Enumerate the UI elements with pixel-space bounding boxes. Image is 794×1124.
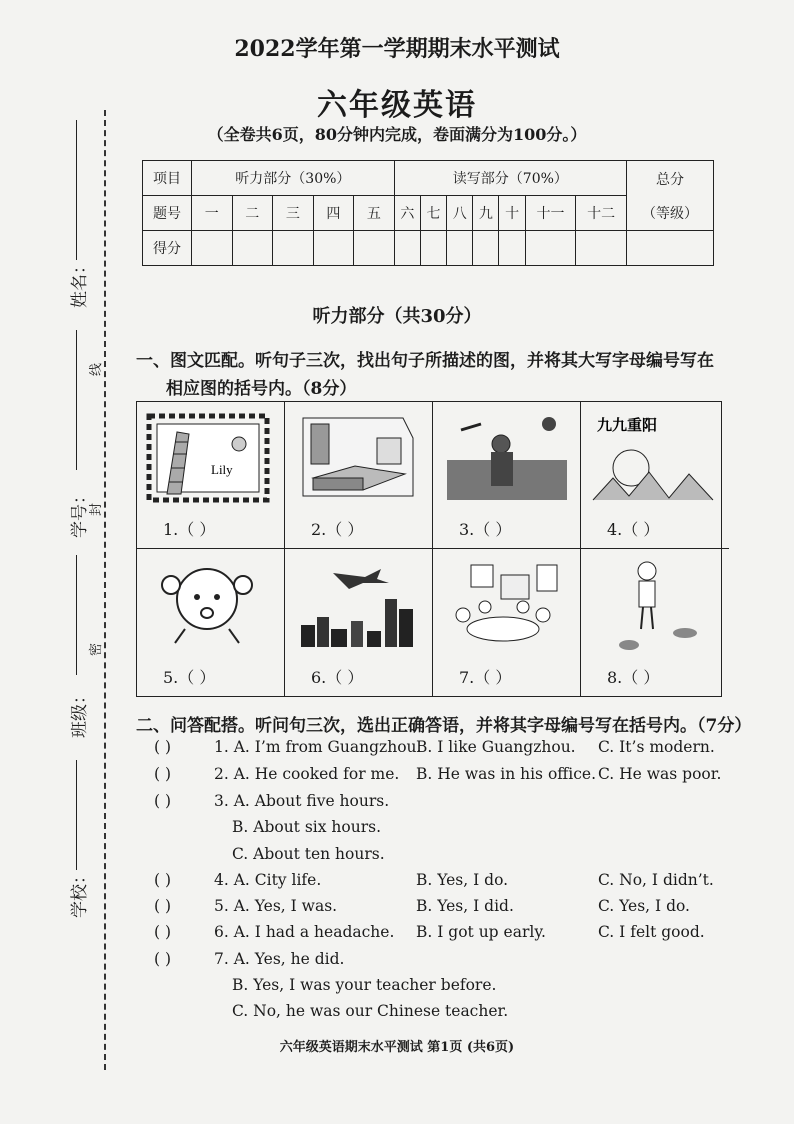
- q2-option-b: B. Yes, I did.: [416, 897, 514, 915]
- class-label: 班级：: [70, 687, 90, 738]
- picture-cell-2: [285, 402, 433, 549]
- answer-blank-8[interactable]: 8.（ ）: [607, 668, 660, 687]
- answer-blank-4[interactable]: 4.（ ）: [607, 520, 660, 539]
- picture-cell-8: [581, 549, 729, 696]
- class-line: [76, 555, 77, 675]
- q2-option-c: C. No, he was our Chinese teacher.: [232, 1002, 509, 1020]
- binding-margin: [0, 0, 112, 1124]
- festival-text: 九九重阳: [597, 416, 658, 434]
- word-seal: 封: [89, 502, 105, 517]
- score-num: 三: [273, 196, 314, 231]
- q2-option-a: 6. A. I had a headache.: [214, 923, 395, 941]
- picture-cell-1: [137, 402, 285, 549]
- total-label: 总分: [656, 171, 684, 188]
- exam-title: 2022学年第一学期期末水平测试: [234, 36, 560, 62]
- q2-paren[interactable]: ( ): [154, 738, 172, 756]
- q2-option-c: C. I felt good.: [598, 923, 705, 941]
- q2-option-a: 2. A. He cooked for me.: [214, 765, 400, 783]
- score-num: 十一: [525, 196, 576, 231]
- score-cell[interactable]: [420, 231, 446, 266]
- bedroom-picture: [293, 408, 423, 508]
- q2-paren[interactable]: ( ): [154, 950, 172, 968]
- binding-dashed-line: [104, 110, 106, 1070]
- q1-instruction: 一、图文匹配。听句子三次，找出句子所描述的图，并将其大写字母编号写在: [136, 351, 714, 371]
- word-line: 线: [89, 362, 105, 377]
- score-num: 十: [499, 196, 525, 231]
- answer-blank-7[interactable]: 7.（ ）: [459, 668, 512, 687]
- id-label: 学号：: [70, 487, 90, 538]
- id-line: [76, 330, 77, 470]
- q2-option-b: B. Yes, I do.: [416, 871, 509, 889]
- q1-instruction-cont: 相应图的括号内。（8分）: [166, 379, 357, 399]
- q2-instruction: 二、问答配搭。听问句三次，选出正确答语，并将其字母编号写在括号内。（7分）: [136, 716, 752, 736]
- word-tight: 密: [89, 642, 105, 657]
- answer-blank-1[interactable]: 1.（ ）: [163, 520, 216, 539]
- q2-option-b: B. He was in his office.: [416, 765, 597, 783]
- exam-subject: 六年级英语: [317, 88, 477, 123]
- score-cell[interactable]: [313, 231, 354, 266]
- score-num: 一: [192, 196, 233, 231]
- score-cell[interactable]: [232, 231, 273, 266]
- postcard-picture: [145, 408, 275, 508]
- q2-option-a: 5. A. Yes, I was.: [214, 897, 338, 915]
- sick-girl-picture: [145, 555, 275, 655]
- q2-option-a: 3. A. About five hours.: [214, 792, 390, 810]
- score-cell[interactable]: [576, 231, 627, 266]
- score-num: 二: [232, 196, 273, 231]
- q2-paren[interactable]: ( ): [154, 765, 172, 783]
- plane-icon: [333, 569, 389, 589]
- picture-cell-5: [137, 549, 285, 696]
- school-label: 学校：: [70, 867, 90, 918]
- score-cell[interactable]: [627, 231, 714, 266]
- city-picture: [293, 555, 423, 655]
- score-cell[interactable]: [473, 231, 499, 266]
- answer-blank-3[interactable]: 3.（ ）: [459, 520, 512, 539]
- score-header-item: 项目: [143, 161, 192, 196]
- q2-option-c: C. About ten hours.: [232, 845, 385, 863]
- picture-cell-3: [433, 402, 581, 549]
- page-footer: 六年级英语期末水平测试 第1页 (共6页): [279, 1040, 515, 1055]
- exam-note: （全卷共6页，80分钟内完成，卷面满分为100分。）: [207, 125, 587, 144]
- name-label: 姓名：: [70, 257, 90, 308]
- score-cell[interactable]: [499, 231, 525, 266]
- q2-option-a: 7. A. Yes, he did.: [214, 950, 345, 968]
- farmer-picture: [441, 408, 571, 508]
- picture-grid: [136, 401, 722, 697]
- family-dinner-picture: [441, 555, 571, 655]
- score-num: 八: [447, 196, 473, 231]
- score-num: 六: [394, 196, 420, 231]
- q2-option-c: C. He was poor.: [598, 765, 722, 783]
- answer-blank-5[interactable]: 5.（ ）: [163, 668, 216, 687]
- score-cell[interactable]: [447, 231, 473, 266]
- score-row-number-label: 题号: [143, 196, 192, 231]
- score-num: 四: [313, 196, 354, 231]
- score-header-listening: 听力部分（30%）: [192, 161, 395, 196]
- picture-cell-7: [433, 549, 581, 696]
- q2-paren[interactable]: ( ): [154, 792, 172, 810]
- postcard-name: Lily: [211, 462, 233, 477]
- festival-picture: [589, 408, 719, 508]
- score-header-total: [627, 161, 714, 231]
- picture-cell-6: [285, 549, 433, 696]
- feeding-chickens-picture: [589, 555, 719, 655]
- grade-label: （等级）: [642, 205, 698, 222]
- score-cell[interactable]: [354, 231, 395, 266]
- q2-paren[interactable]: ( ): [154, 923, 172, 941]
- school-line: [76, 760, 77, 870]
- answer-blank-2[interactable]: 2.（ ）: [311, 520, 364, 539]
- q2-paren[interactable]: ( ): [154, 871, 172, 889]
- q2-option-b: B. I like Guangzhou.: [416, 738, 576, 756]
- q2-option-c: C. No, I didn’t.: [598, 871, 714, 889]
- score-cell[interactable]: [394, 231, 420, 266]
- score-header-reading: 读写部分（70%）: [394, 161, 626, 196]
- score-cell[interactable]: [273, 231, 314, 266]
- q2-option-c: C. Yes, I do.: [598, 897, 690, 915]
- score-num: 七: [420, 196, 446, 231]
- q2-option-a: 4. A. City life.: [214, 871, 322, 889]
- q2-option-c: C. It’s modern.: [598, 738, 715, 756]
- q2-option-b: B. Yes, I was your teacher before.: [232, 976, 497, 994]
- stamp-icon: [232, 437, 246, 451]
- score-table: [142, 160, 714, 266]
- score-num: 十二: [576, 196, 627, 231]
- score-num: 九: [473, 196, 499, 231]
- score-num: 五: [354, 196, 395, 231]
- listening-section-title: 听力部分（共30分）: [312, 306, 482, 327]
- answer-blank-6[interactable]: 6.（ ）: [311, 668, 364, 687]
- q2-option-b: B. About six hours.: [232, 818, 381, 836]
- score-cell[interactable]: [525, 231, 576, 266]
- score-row-score-label: 得分: [143, 231, 192, 266]
- q2-option-b: B. I got up early.: [416, 923, 546, 941]
- q2-paren[interactable]: ( ): [154, 897, 172, 915]
- score-cell[interactable]: [192, 231, 233, 266]
- q2-option-a: 1. A. I’m from Guangzhou.: [214, 738, 422, 756]
- picture-cell-4: [581, 402, 729, 549]
